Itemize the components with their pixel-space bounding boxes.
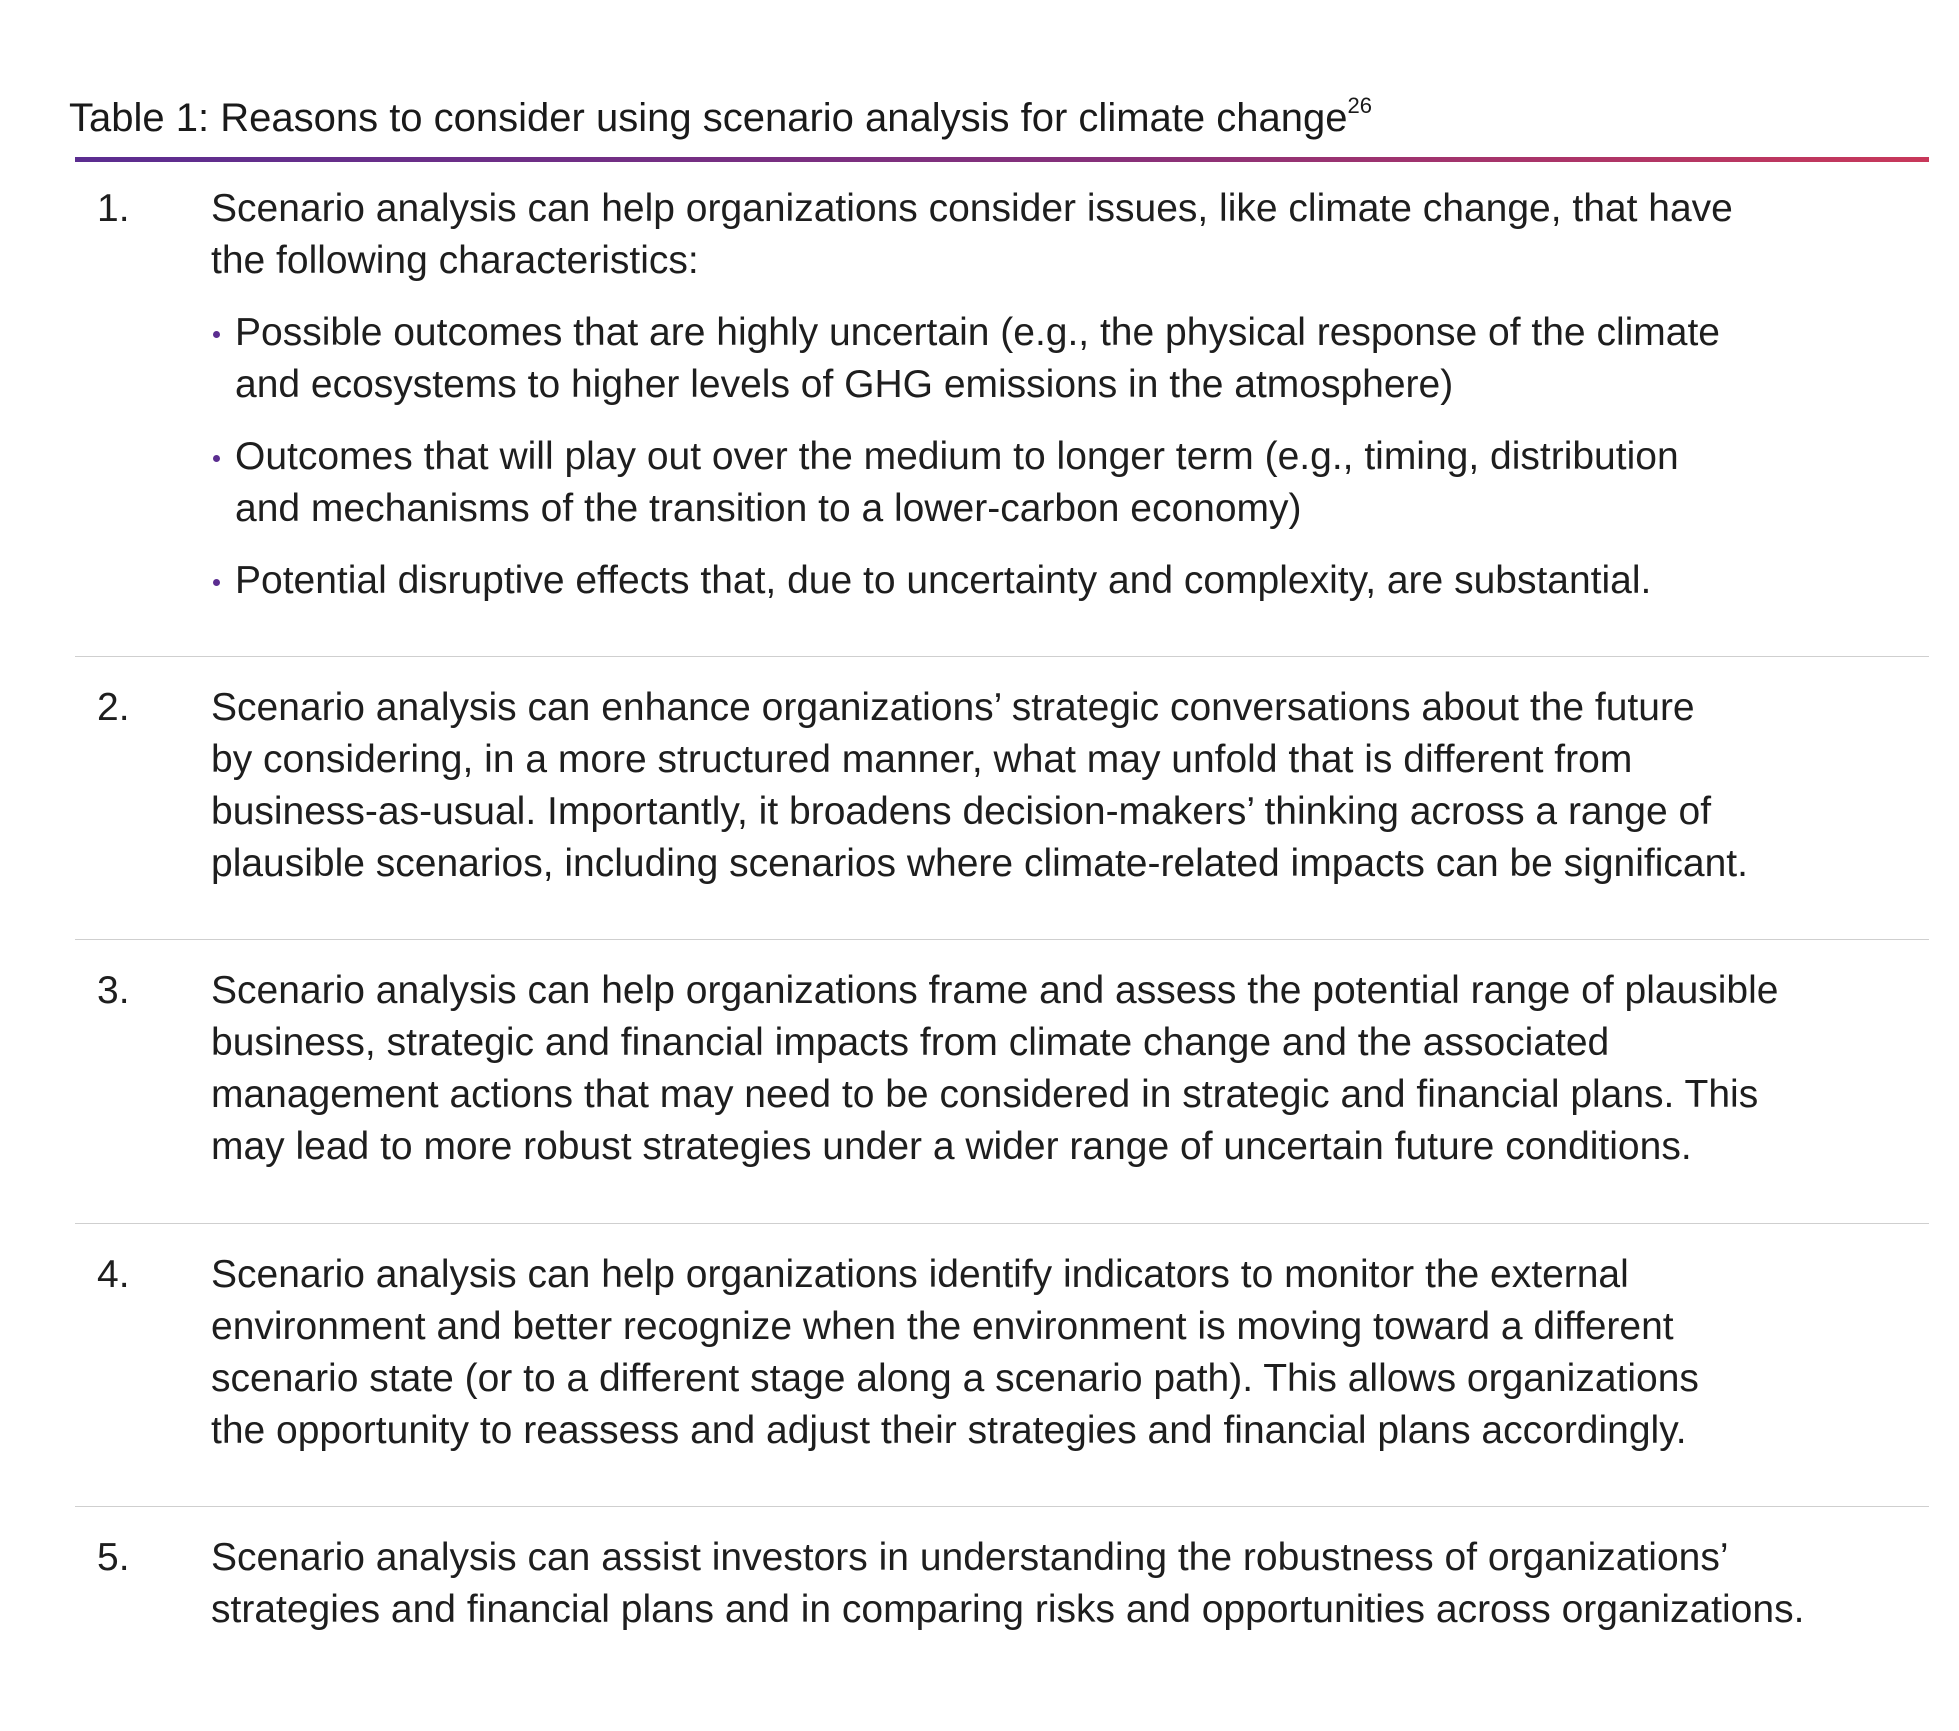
row-number: 5. bbox=[97, 1536, 130, 1579]
text-line: plausible scenarios, including scenarios where climate-related impacts can be significant. bbox=[211, 842, 1748, 885]
text-line: by considering, in a more structured manner, what may unfold that is different from bbox=[211, 738, 1633, 781]
table-row-3 bbox=[75, 940, 1929, 1224]
row-number: 3. bbox=[97, 969, 130, 1012]
bullet-dot-icon bbox=[213, 579, 220, 586]
table-body bbox=[75, 162, 1929, 1667]
text-line: Possible outcomes that are highly uncertain (e.g., the physical response of the climate bbox=[235, 311, 1720, 354]
text-line: Potential disruptive effects that, due to uncertainty and complexity, are substantial. bbox=[235, 559, 1652, 602]
text-line: Scenario analysis can assist investors in understanding the robustness of organizations’ bbox=[211, 1536, 1729, 1579]
text-line: scenario state (or to a different stage along a scenario path). This allows organizations bbox=[211, 1357, 1699, 1400]
row-number: 4. bbox=[97, 1253, 130, 1296]
bullet-dot-icon bbox=[213, 455, 220, 462]
text-line: the opportunity to reassess and adjust their strategies and financial plans accordingly. bbox=[211, 1409, 1687, 1452]
row-text bbox=[211, 183, 1911, 607]
text-line: Scenario analysis can help organizations identify indicators to monitor the external bbox=[211, 1253, 1629, 1296]
bullet-list bbox=[211, 307, 1911, 607]
row-text bbox=[211, 1532, 1911, 1636]
bullet-item bbox=[211, 555, 1911, 607]
row-number: 2. bbox=[97, 686, 130, 729]
text-line: and ecosystems to higher levels of GHG emissions in the atmosphere) bbox=[235, 363, 1454, 406]
text-line: may lead to more robust strategies under a wider range of uncertain future conditions. bbox=[211, 1125, 1692, 1168]
text-line: environment and better recognize when the environment is moving toward a different bbox=[211, 1305, 1674, 1348]
bullet-item bbox=[211, 431, 1911, 535]
text-line: Scenario analysis can enhance organizations’ strategic conversations about the future bbox=[211, 686, 1695, 729]
row-text bbox=[211, 1249, 1911, 1457]
text-line: and mechanisms of the transition to a lower-carbon economy) bbox=[235, 487, 1302, 530]
text-line: the following characteristics: bbox=[211, 239, 699, 282]
table-row-5 bbox=[75, 1507, 1929, 1667]
text-line: business, strategic and financial impacts from climate change and the associated bbox=[211, 1021, 1610, 1064]
table-row-2 bbox=[75, 657, 1929, 940]
bullet-item bbox=[211, 307, 1911, 411]
text-line: strategies and financial plans and in comparing risks and opportunities across organizations. bbox=[211, 1588, 1805, 1631]
text-line: business-as-usual. Importantly, it broadens decision-makers’ thinking across a range of bbox=[211, 790, 1712, 833]
text-line: Outcomes that will play out over the medium to longer term (e.g., timing, distribution bbox=[235, 435, 1679, 478]
table-row-1 bbox=[75, 162, 1929, 657]
footnote-reference[interactable]: 26 bbox=[1347, 93, 1372, 118]
text-line: Scenario analysis can help organizations frame and assess the potential range of plausible bbox=[211, 969, 1779, 1012]
row-text bbox=[211, 682, 1911, 890]
table-row-4 bbox=[75, 1224, 1929, 1507]
table-title bbox=[69, 92, 1372, 144]
bullet-dot-icon bbox=[213, 331, 220, 338]
text-line: Scenario analysis can help organizations consider issues, like climate change, that have bbox=[211, 187, 1733, 230]
table-title-text: Table 1: Reasons to consider using scenario analysis for climate change bbox=[69, 96, 1348, 140]
text-line: management actions that may need to be considered in strategic and financial plans. This bbox=[211, 1073, 1759, 1116]
row-text bbox=[211, 965, 1911, 1173]
row-number: 1. bbox=[97, 187, 130, 230]
